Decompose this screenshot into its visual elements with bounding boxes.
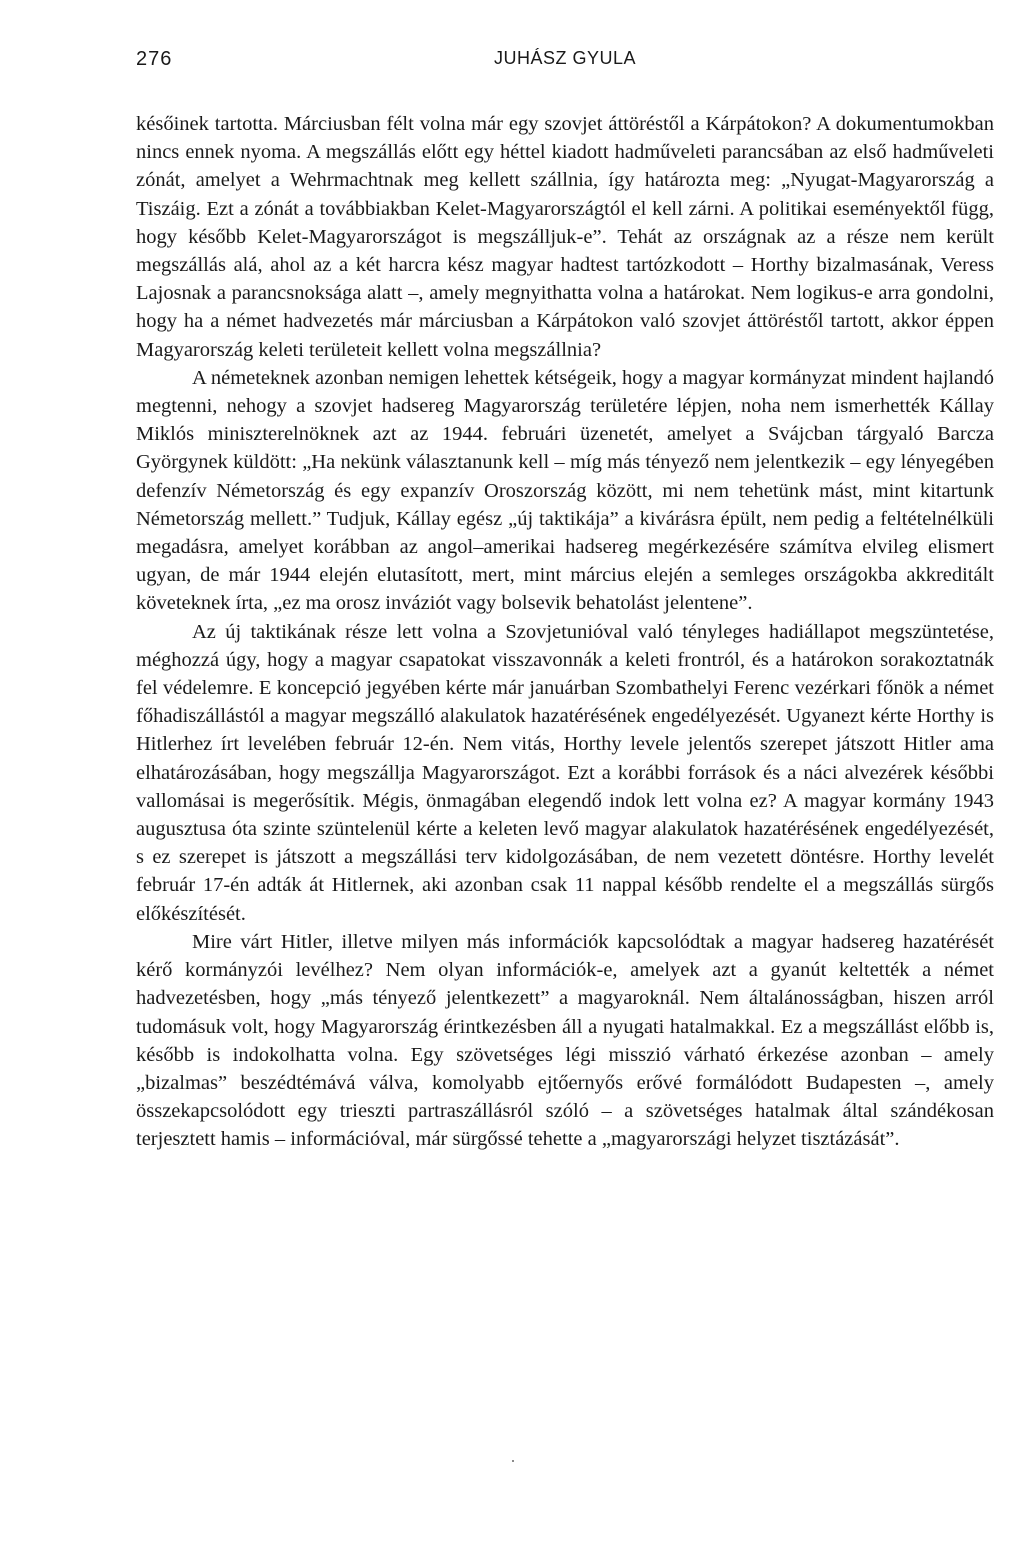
book-page	[136, 48, 994, 1154]
print-speck	[512, 1460, 514, 1462]
paragraph: Mire várt Hitler, illetve milyen más információk kapcsolódtak a magyar hadsereg hazatérését kérő kormányzói levélhez? Nem olyan információk-e, amelyek azt a gyanút keltették a német hadvezetésben, hogy „más tényező jelentkezett” a magyaroknál. Nem általánosságban, hiszen arról tudomásuk volt, hogy Magyarország érintkezésben áll a nyugati hatalmakkal. Ez a megszállást előbb is, később is indokolhatta volna. Egy szövetséges légi misszió várható érkezése azonban – amely „bizalmas” beszédtémává válva, komolyabb ejtőernyős erővé formálódott Budapesten –, amely összekapcsolódott egy trieszti partraszállásról szóló – a szövetséges hatalmak által szándékosan terjesztett hamis – információval, már sürgőssé tehette a „magyarországi helyzet tisztázását”.	[136, 930, 994, 1151]
running-title: JUHÁSZ GYULA	[493, 48, 637, 68]
paragraph-continued: későinek tartotta. Márciusban félt volna már egy szovjet áttöréstől a Kárpátokon? A dokumentumokban nincs ennek nyoma. A megszállás előtt egy héttel kiadott hadműveleti parancsában az első hadműveleti zónát, amelyet a Wehrmachtnak meg kellett szállnia, így határozta meg: „Nyugat-Magyarország a Tiszáig. Ezt a zónát a továbbiakban Kelet-Magyarországtól el kell zárni. A politikai eseményektől függ, hogy később Kelet-Magyarországot is megszálljuk-e”. Tehát az országnak az a része nem került megszállás alá, ahol az a két harcra kész magyar hadtest tartózkodott – Horthy bizalmasának, Veress Lajosnak a parancsnoksága alatt –, amely megnyithatta volna a határokat. Nem logikus-e arra gondolni, hogy ha a német hadvezetés már márciusban a Kárpátokon való szovjet áttöréstől tartott, akkor éppen Magyarország keleti területeit kellett volna megszállnia?	[136, 113, 994, 361]
body-text	[136, 110, 994, 1154]
paragraph: Az új taktikának része lett volna a Szovjetunióval való tényleges hadiállapot megszüntetése, méghozzá úgy, hogy a magyar csapatokat visszavonnák a keleti frontról, és a határokon sorakoztatnák fel védelemre. E koncepció jegyében kérte már januárban Szombathelyi Ferenc vezérkari főnök a német főhadiszállástól a magyar megszálló alakulatok hazatérésének engedélyezését. Ugyanezt kérte Horthy is Hitlerhez írt levelében február 12-én. Nem vitás, Horthy levele jelentős szerepet játszott Hitler ama elhatározásában, hogy megszállja Magyarországot. Ezt a korábbi források és a náci alvezérek későbbi vallomásai is megerősítik. Mégis, önmagában elegendő indok lett volna ez? A magyar kormány 1943 augusztusa óta szinte szüntelenül kérte a keleten levő magyar alakulatok hazatérésének engedélyezését, s ez szerepet is játszott a megszállási terv kidolgozásában, de nem vezetett döntésre. Horthy levelét február 17-én adták át Hitlernek, aki azonban csak 11 nappal később rendelte el a megszállás sürgős előkészítését.	[136, 620, 994, 925]
running-head	[136, 48, 994, 78]
paragraph: A németeknek azonban nemigen lehettek kétségeik, hogy a magyar kormányzat mindent hajlandó megtenni, nehogy a szovjet hadsereg Magyarország területére lépjen, noha nem ismerhették Kállay Miklós miniszterelnöknek azt az 1944. februári üzenetét, amelyet a Svájcban tárgyaló Barcza Györgynek küldött: „Ha nekünk választanunk kell – míg más tényező nem jelentkezik – egy lényegében defenzív Németország és egy expanzív Oroszország között, mi nem tehetünk mást, mint kitartunk Németország mellett.” Tudjuk, Kállay egész „új taktikája” a kivárásra épült, nem pedig a feltételnélküli megadásra, amelyet korábban az angol–amerikai hadsereg megérkezésére számítva elvileg elismert ugyan, de már 1944 elején elutasított, mert, mint március elején a semleges országokba akkreditált követeknek írta, „ez ma orosz inváziót vagy bolsevik behatolást jelentene”.	[136, 366, 994, 615]
page-number: 276	[136, 48, 173, 70]
